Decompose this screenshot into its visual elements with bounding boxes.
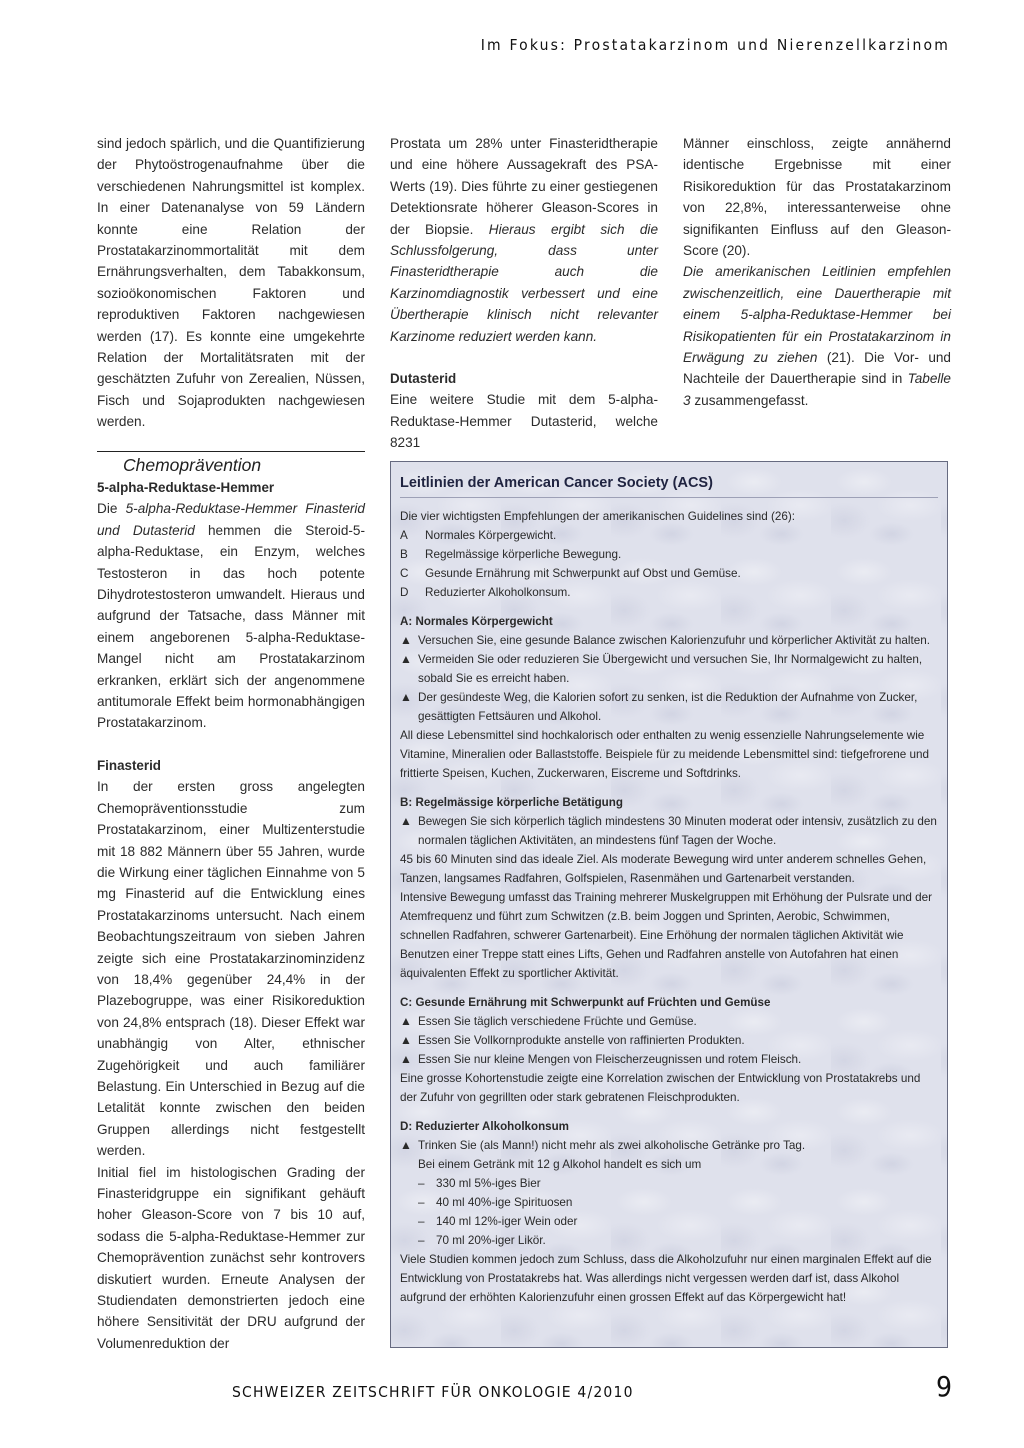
italic-text: Die amerikanischen Leitlinien empfehlen zwischenzeitlich, eine Dauertherapie mit einem 5-alpha-Reduktase-Hemmer bei Risikopatienten für ein Prostatakarzinom in Erwägung zu ziehen [683,264,951,366]
italic-text: Hieraus ergibt sich die Schlussfolgerung, dass unter Finasteridtherapie auch die Karzinomdiagnostik verbessert und eine Übertherapie klinisch nicht relevanter Karzinome reduziert werden kann. [390,221,659,344]
bullet-text: Essen Sie nur kleine Mengen von Fleischerzeugnissen und rotem Fleisch. [418,1053,802,1066]
summary-text: Reduzierter Alkoholkonsum. [425,586,571,599]
bullet-item [400,812,938,850]
dash-text: 70 ml 20%-iger Likör. [436,1234,546,1247]
triangle-bullet-icon: ▲ [400,1014,412,1028]
text: Die [97,501,126,517]
paragraph: sind jedoch spärlich, und die Quantifizierung der Phytoöstrogenaufnahme über die verschiedenen Nahrungsmittel ist komplex. In einer Datenanalyse von 59 Ländern konnte eine Relation der Prostatakarzinommortalität mit dem Ernährungsverhalten, dem Tabakkonsum, sozioökonomischen Faktoren und reproduktiven Faktoren nachgewiesen werden (17). Es konnte eine umgekehrte Relation der Mortalitätsraten mit der geschätzten Zufuhr von Zerealien, Nüssen, Fisch und Sojaprodukten nachgewiesen werden. [97,136,365,430]
table-reference: Tabelle 3 [683,371,951,408]
dash-text: 330 ml 5%-iges Bier [436,1177,541,1190]
box-paragraph: Intensive Bewegung umfasst das Training mehrerer Muskelgruppen mit Erhöhung der Pulsrate und der Atemfrequenz und führt zum Schwitzen (z.B. beim Joggen und Sprinten, Aerobic, Schwimmen, schnellen Radfahren, schwerer Gartenarbeit). Eine Erhöhung der normalen täglichen Aktivität wie Benutzen einer Treppe statt eines Lifts, Gehen und Radfahren anstelle von Autofahren hat einen äquivalenten Effekt zu sportlicher Aktivität. [400,891,933,980]
bullet-item [400,650,938,688]
bullet-text: Versuchen Sie, eine gesunde Balance zwischen Kalorienzufuhr und körperlicher Aktivität zu halten. [418,634,930,647]
box-paragraph: 45 bis 60 Minuten sind das ideale Ziel. Als moderate Bewegung wird unter anderem schnelles Gehen, Tanzen, langsames Radfahren, Golfspielen, Rasenmähen und Gartenarbeit verstanden. [400,853,927,885]
dash-item [400,1193,938,1212]
bullet-item [400,1050,938,1069]
bullet-text: Essen Sie täglich verschiedene Früchte und Gemüse. [418,1015,697,1028]
text: Prostata um 28% unter Finasteridtherapie und eine höhere Aussagekraft des PSA-Werts (19). Dies führte zu einer gestiegenen Detektionsrate höherer Gleason-Scores in der Biopsie. [390,136,658,237]
bullet-text: Vermeiden Sie oder reduzieren Sie Übergewicht und versuchen Sie, Ihr Normalgewicht zu halten, sobald Sie es erreicht haben. [418,653,923,685]
journal-footer: SCHWEIZER ZEITSCHRIFT FÜR ONKOLOGIE 4/2010 [232,1383,634,1401]
box-paragraph: Bei einem Getränk mit 12 g Alkohol handelt es sich um [418,1158,702,1171]
dash-bullet: – [418,1215,425,1228]
paragraph: Eine weitere Studie mit dem 5-alpha-Reduktase-Hemmer Dutasterid, welche 8231 [390,392,658,451]
box-paragraph: All diese Lebensmittel sind hochkalorisch oder enthalten zu wenig essenzielle Nahrungselemente wie Vitamine, Mineralien oder Ballaststoffe. Beispiele für zu meidende Lebensmittel sind: tiefgefrorene und frittierte Speisen, Kuchen, Zuckerwaren, Eiscreme und Softdrinks. [400,729,930,780]
bullet-item [400,1136,938,1155]
box-subheading-a: A: Normales Körpergewicht [400,615,553,628]
bullet-text: Essen Sie Vollkornprodukte anstelle von raffinierten Produkten. [418,1034,745,1047]
box-paragraph: Viele Studien kommen jedoch zum Schluss, dass die Alkoholzufuhr nur einen marginalen Effekt auf die Entwicklung von Prostatakrebs hat. Was allerdings nicht vergessen werden darf ist, dass Alkohol aufgrund der erhöhten Kalorienzufuhr einen grossen Effekt auf das Körpergewicht hat! [400,1253,932,1304]
bullet-text: Der gesündeste Weg, die Kalorien sofort zu senken, ist die Reduktion der Aufnahme von Zucker, gesättigten Fettsäuren und Alkohol. [418,691,918,723]
subheading-dutasterid: Dutasterid [390,371,457,387]
paragraph [97,498,365,733]
box-intro: Die vier wichtigsten Empfehlungen der amerikanischen Guidelines sind (26): [400,510,795,523]
bullet-item [400,631,938,650]
dash-bullet: – [418,1234,425,1247]
triangle-bullet-icon: ▲ [400,633,412,647]
summary-letter: A [400,529,408,542]
column-2 [390,133,658,454]
bullet-text: Bewegen Sie sich körperlich täglich mindestens 30 Minuten moderat oder intensiv, zusätzlich zu den normalen täglichen Aktivitäten, an mindestens fünf Tagen der Woche. [418,815,937,847]
text: (21). Die Vor- und Nachteile der Dauertherapie sind in [683,350,951,387]
subheading-5-alpha: 5-alpha-Reduktase-Hemmer [97,480,275,495]
triangle-bullet-icon: ▲ [400,1052,412,1066]
summary-text: Normales Körpergewicht. [425,529,557,542]
text: zusammengefasst. [690,392,809,408]
summary-item [400,526,938,545]
spacer [390,347,658,368]
column-3 [683,133,951,411]
section-chemopraevention [97,453,365,1354]
paragraph [390,133,658,347]
page-number: 9 [935,1370,952,1403]
dash-bullet: – [418,1177,425,1190]
acs-guidelines-box [390,461,948,1348]
running-header: Im Fokus: Prostatakarzinom und Nierenzellkarzinom [480,36,950,54]
dash-item [400,1174,938,1193]
section-rule [97,451,365,452]
summary-letter: C [400,567,409,580]
paragraph: Initial fiel im histologischen Grading der Finasteridgruppe ein signifikant gehäuft hoher Gleason-Score von 7 bis 10 auf, sodass die 5-alpha-Reduktase-Hemmer zur Chemoprävention zunächst sehr kontrovers diskutiert wurden. Erneute Analysen der Studiendaten demonstrierten jedoch eine höhere Sensitivität der DRU aufgrund der Volumenreduktion der [97,1164,365,1351]
bullet-item [400,1012,938,1031]
triangle-bullet-icon: ▲ [400,690,412,704]
triangle-bullet-icon: ▲ [400,814,412,828]
paragraph: Männer einschloss, zeigte annähernd identische Ergebnisse mit einer Risikoreduktion für das Prostatakarzinom von 22,8%, interessanterweise ohne signifikanten Einfluss auf den Gleason-Score (20). [683,136,951,259]
triangle-bullet-icon: ▲ [400,1138,412,1152]
box-subheading-c: C: Gesunde Ernährung mit Schwerpunkt auf Früchten und Gemüse [400,996,771,1009]
summary-item [400,545,938,564]
paragraph [683,261,951,411]
box-subheading-d: D: Reduzierter Alkoholkonsum [400,1120,569,1133]
column-1-top [97,133,365,433]
section-title: Chemoprävention [123,455,262,475]
summary-letter: D [400,586,409,599]
dash-item [400,1231,938,1250]
dash-text: 140 ml 12%-iger Wein oder [436,1215,578,1228]
box-paragraph: Eine grosse Kohortenstudie zeigte eine Korrelation zwischen der Entwicklung von Prostatakrebs und der Zufuhr von gegrillten oder stark gebratenen Fleischprodukten. [400,1072,921,1104]
triangle-bullet-icon: ▲ [400,652,412,666]
subheading-finasterid: Finasterid [97,757,161,773]
bullet-text: Trinken Sie (als Mann!) nicht mehr als zwei alkoholische Getränke pro Tag. [418,1139,806,1152]
summary-item [400,564,938,583]
summary-text: Regelmässige körperliche Bewegung. [425,548,622,561]
bullet-item [400,688,938,726]
italic-text: 5-alpha-Reduktase-Hemmer Finasterid und Dutasterid [97,501,365,538]
dash-bullet: – [418,1196,425,1209]
dash-text: 40 ml 40%-ige Spirituosen [436,1196,573,1209]
summary-text: Gesunde Ernährung mit Schwerpunkt auf Obst und Gemüse. [425,567,741,580]
box-title: Leitlinien der American Cancer Society (ACS) [400,472,938,498]
bullet-item [400,1031,938,1050]
dash-item [400,1212,938,1231]
spacer [97,734,365,755]
text: hemmen die Steroid-5-alpha-Reduktase, ein Enzym, welches Testosteron in das hoch potente Dihydrotestosteron umwandelt. Hieraus und aufgrund der Tatsache, dass Männer mit einem angeborenen 5-alpha-Reduktase-Mangel nicht am Prostatakarzinom erkranken, erklärt sich der angenommene antitumorale Effekt beim hormonabhängigen Prostatakarzinom. [97,522,365,731]
summary-letter: B [400,548,408,561]
summary-item [400,583,938,602]
triangle-bullet-icon: ▲ [400,1033,412,1047]
paragraph: In der ersten gross angelegten Chemopräventionsstudie zum Prostatakarzinom, einer Multizenterstudie mit 18 882 Männern über 55 Jahren, wurde die Wirkung einer täglichen Einnahme von 5 mg Finasterid auf die Entwicklung eines Prostatakarzinoms untersucht. Nach einem Beobachtungszeitraum von sieben Jahren zeigte sich eine Prostatakarzinominzidenz von 18,4% gegenüber 24,4% in der Plazebogruppe, was einer Risikoreduktion von 24,8% entsprach (18). Dieser Effekt war unabhängig von Alter, ethnischer Zugehörigkeit und auch familiärer Belastung. Ein Unterschied in Bezug auf die Letalität konnte zwischen den beiden Gruppen allerdings nicht festgestellt werden. [97,779,365,1159]
box-subheading-b: B: Regelmässige körperliche Betätigung [400,796,623,809]
